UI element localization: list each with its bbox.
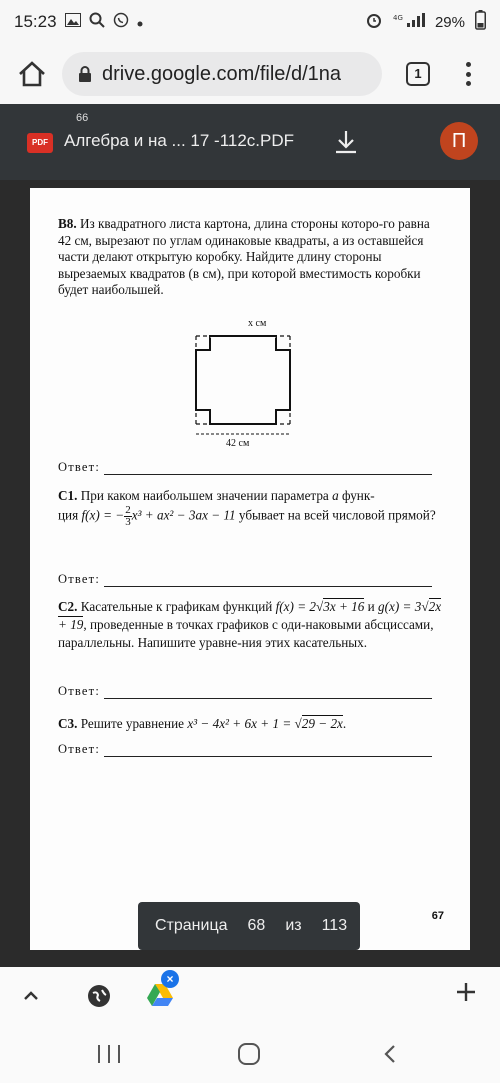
download-icon: [332, 128, 360, 156]
page-counter-label: Страница: [155, 917, 228, 934]
new-tab-button[interactable]: [455, 979, 477, 1009]
question-text: функ-: [341, 488, 375, 503]
fraction-numerator: 2: [125, 504, 131, 516]
fraction: [124, 505, 132, 528]
fraction-denominator: 3: [125, 516, 131, 528]
radicand: 2x + 19: [58, 599, 442, 632]
dot-icon: [137, 12, 143, 32]
radicand: 29 − 2x: [301, 716, 343, 731]
browser-toolbar: [0, 44, 500, 104]
answer-label: Ответ:: [58, 460, 101, 474]
address-bar[interactable]: [62, 52, 382, 96]
formula-f: f(x) = 2√: [275, 599, 324, 614]
search-icon: [89, 12, 105, 33]
question-label: B8.: [58, 216, 77, 231]
status-time: 15:23: [14, 12, 57, 31]
battery-icon: [475, 10, 486, 34]
box-net-diagram: [190, 316, 300, 448]
bottom-toolbar: [0, 967, 500, 1027]
diagram-top-label: x см: [248, 318, 267, 329]
answer-line: [104, 575, 432, 587]
alarm-icon: [365, 11, 383, 33]
more-menu-button[interactable]: [458, 60, 478, 88]
question-text: Касательные к графикам функций: [80, 599, 273, 614]
globe-icon[interactable]: [88, 985, 110, 1007]
question-b8: [58, 216, 444, 299]
question-text: При каком наибольшем значении параметра: [80, 488, 329, 503]
question-text: и: [367, 599, 375, 614]
page-counter-current: 68: [247, 917, 266, 934]
account-avatar[interactable]: П: [440, 122, 478, 160]
question-text: Решите уравнение: [80, 716, 185, 731]
answer-label: Ответ:: [58, 684, 101, 698]
answer-c2: [58, 684, 432, 699]
signal-icon: [393, 12, 425, 32]
formula-part: x³ + ax² − 3ax − 11: [131, 507, 236, 523]
gallery-icon: [65, 12, 81, 32]
chevron-up-icon: [20, 985, 42, 1007]
back-icon: [380, 1043, 400, 1065]
tab-switcher-button[interactable]: 1: [406, 62, 430, 86]
answer-line: [104, 745, 432, 757]
svg-text:4G: 4G: [392, 14, 403, 22]
lock-icon: [78, 66, 92, 82]
system-home-button[interactable]: [238, 1043, 260, 1065]
file-title: Алгебра и на ... 17 -112с.PDF: [64, 131, 295, 150]
plus-icon: [455, 981, 477, 1003]
url-text: drive.google.com/file/d/1na: [102, 62, 342, 85]
menu-dot: [466, 72, 471, 77]
question-text: .: [342, 716, 347, 731]
question-text: , проведенные в точках графиков с оди-наковыми абсциссами, параллельны. Напишите уравне-ния этих касательных.: [58, 617, 434, 650]
recent-bar: [98, 1045, 100, 1063]
answer-line: [104, 687, 432, 699]
answer-line: [104, 463, 432, 475]
menu-dot: [466, 81, 471, 86]
param-a: a: [332, 488, 339, 503]
download-button[interactable]: [332, 128, 360, 156]
answer-c1: [58, 572, 432, 587]
home-button[interactable]: [16, 58, 48, 90]
close-icon[interactable]: ×: [161, 970, 179, 988]
formula-part: x³ − 4x² + 6x + 1 = √: [187, 716, 302, 731]
question-label: C2.: [58, 599, 78, 614]
status-right: [365, 0, 486, 44]
answer-label: Ответ:: [58, 572, 101, 586]
battery-percent: 29%: [434, 13, 465, 31]
chevron-up-button[interactable]: [20, 985, 42, 1007]
page-number: 67: [431, 910, 444, 922]
home-icon: [16, 58, 48, 90]
question-label: C1.: [58, 488, 78, 503]
formula-part: f(x) = −: [81, 507, 125, 523]
page-counter-total: 113: [321, 917, 348, 934]
page-counter: [138, 902, 360, 950]
question-c3: [58, 716, 444, 733]
recent-bar: [108, 1045, 110, 1063]
answer-b8: [58, 460, 432, 475]
answer-label: Ответ:: [58, 742, 101, 756]
question-c1: [58, 486, 444, 528]
back-button[interactable]: [380, 1043, 400, 1065]
page-indicator: 66: [76, 112, 89, 124]
diagram-bottom-label: 42 см: [226, 438, 250, 448]
pdf-page: [30, 188, 470, 950]
status-bar: [0, 0, 500, 44]
pdf-viewer-header: [0, 104, 500, 180]
page-counter-of: из: [285, 917, 302, 934]
answer-c3: [58, 742, 432, 757]
system-nav-bar: [0, 1027, 500, 1083]
menu-dot: [466, 62, 471, 67]
whatsapp-icon: [113, 12, 129, 33]
pdf-file-icon: PDF: [27, 133, 53, 153]
question-text: ция: [58, 507, 79, 523]
question-text: Из квадратного листа картона, длина стороны которо-го равна 42 см, вырезают по углам одинаковые квадраты, а из оставшейся части делают открытую коробку. Найдите длину стороны вырезаемых квадратов (в см), при которой вместимость коробки будет наибольшей.: [58, 216, 430, 297]
question-text: убывает на всей числовой прямой?: [238, 507, 436, 523]
radicand: 3x + 16: [323, 599, 365, 614]
recent-bar: [118, 1045, 120, 1063]
question-label: C3.: [58, 716, 78, 731]
question-c2: [58, 598, 444, 652]
recent-apps-button[interactable]: [98, 1045, 120, 1063]
formula-g: g(x) = 3√: [378, 599, 429, 614]
